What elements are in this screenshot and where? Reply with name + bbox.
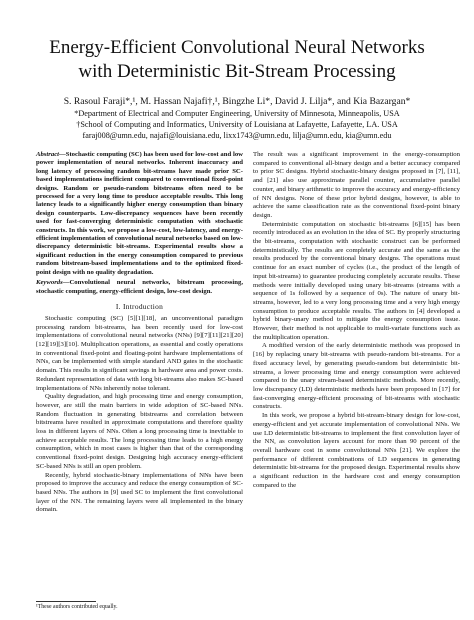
right-paragraph-3: A modified version of the early deterministic methods was proposed in [16] by replacing unary bit-streams with pseudo-random bit-streams. For a fixed accuracy level, by generating pseudo-random but deterministic bit-streams, a lower processing time and energy consumption were achieved compared to the unary stream-based deterministic methods. More recently, low discrepancy (LD) deterministic methods have been proposed in [17] for fast-converging energy-efficient processing of bit-streams with stochastic constructs.: [253, 342, 460, 411]
title-line-2: with Deterministic Bit-Stream Processing: [78, 61, 396, 82]
author-list: S. Rasoul Faraji*,¹, M. Hassan Najafi†,¹, Bingzhe Li*, David J. Lilja*, and Kia Bazargan*: [63, 96, 411, 107]
right-column: [253, 151, 460, 490]
affiliation-umn: *Department of Electrical and Computer Engineering, University of Minnesota, Minneapolis, USA: [74, 109, 400, 118]
title-line-1: Energy-Efficient Convolutional Neural Networks: [49, 37, 425, 58]
left-column: [36, 151, 243, 515]
intro-paragraph-2: Quality degradation, and high processing time and energy consumption, however, are still the main barriers in wide adoption of SC-based NNs. Random fluctuation in generating bitstreams and correlation between bitstreams have resulted in approximate computations and therefore quality loss in different layers of NNs. Often a long processing time is inevitable to achieve acceptable results. The long processing time leads to a high energy consumption, which in most cases is higher than that of the corresponding conventional fixed-point design. Designing high accuracy energy-efficient SC-based NNs is still an open problem.: [36, 393, 243, 470]
right-paragraph-2: Deterministic computation on stochastic bit-streams [6][15] has been recently introduced as an evolution in the idea of SC. By properly structuring the bit-streams, computation with stochastic construct can be performed deterministically. The results are completely accurate and the same as the results produced by the conventional binary designs. The operations must continue for an exact number of cycles (i.e., the product of the length of input bit-streams) to guarantee producing completely accurate results. These methods were initially developed using unary bit-streams (streams with a sequence of 1s followed by a sequence of 0s). The nature of unary bit-streams, however, led to a very long processing time and a very high energy consumption to produce acceptable results. The authors in [4] developed a hybrid binary-unary method to mitigate the energy consumption issue. However, their method is not applicable to multi-variate functions such as the multiplication operation.: [253, 220, 460, 341]
paper-title: [30, 36, 444, 84]
keywords-text: —Convolutional neural networks, bitstream processing, stochastic computing, energy-efficient design, low-cost design.: [36, 279, 243, 295]
right-paragraph-4: In this work, we propose a hybrid bit-stream-binary design for low-cost, energy-efficient and yet accurate implementation of convolutional NNs. We use LD deterministic bit-streams to implement the first convolution layer of the NN, as convolution layers account for more than 90 percent of the overall hardware cost in some convolutional NNs [21]. We explore the performance of different combinations of LD sequences in generating deterministic bit-streams for the proposed design. Experimental results show a significant reduction in the hardware cost and energy consumption compared to the: [253, 412, 460, 489]
footnote: ¹These authors contributed equally.: [36, 604, 118, 610]
intro-paragraph-1: Stochastic computing (SC) [5][1][18], an unconventional paradigm processing random bit-streams, has been recently used for low-cost implementations of convolutional neural networks (NNs) [9][7][11][21][20][12][19][3][10]. Multiplication operations, as essential and costly operations in conventional fixed-point and floating-point hardware implementations of NNs, can be implemented with simple standard AND gates in the stochastic domain. This results in significant savings in hardware area and power costs. Redundant representation of data with long bit-streams also makes SC-based implementations of NNs inherently noise tolerant.: [36, 314, 243, 392]
footnote-divider: [36, 601, 96, 602]
keywords: [36, 279, 243, 296]
section-heading-introduction: I. Introduction: [115, 301, 164, 311]
abstract-text: —Stochastic computing (SC) has been used for low-cost and low power implementation of neural networks. Inherent inaccuracy and long latency of processing random bit-streams have made prior SC-based implementations inefficient compared to conventional fixed-point designs. Random or pseudo-random bitstreams often need to be processed for a very long time to produce acceptable results. This long latency leads to a significantly higher energy consumption than binary design counterparts. Low-discrepancy sequences have been recently used for fast-converging deterministic computation with stochastic constructs. In this work, we propose a low-cost, low-latency, and energy-efficient implementation of convolutional neural networks based on low-discrepancy deterministic bit-streams. Experimental results show a significant reduction in the energy consumption compared to previous random bitstream-based implementations and to the optimized fixed-point design with no quality degradation.: [36, 151, 243, 276]
intro-paragraph-3: Recently, hybrid stochastic-binary implementations of NNs have been proposed to improve the accuracy and reduce the energy consumption of SC-based NNs. The authors in [9] used SC to implement the first convolutional layer of the NN. The remaining layers were all implemented in the binary domain.: [36, 471, 243, 514]
affiliation-louisiana: †School of Computing and Informatics, University of Louisiana at Lafayette, Lafayette, LA. USA: [76, 120, 398, 129]
abstract-heading: Abstract: [36, 151, 60, 158]
right-paragraph-1: The result was a significant improvement in the energy-consumption compared to conventional all-binary design and a better accuracy compared to prior SC designs. Hybrid stochastic-binary designs proposed in [7], [11], and [21] also use approximate parallel counter, accumulative parallel counter, and binary arithmetic to improve the accuracy and energy-efficiency of NN designs. None of these prior hybrid designs, however, is able to achieve the same classification rate as the conventional fixed-point binary design.: [253, 151, 460, 219]
abstract: [36, 151, 243, 277]
author-emails: faraj008@umn.edu, najafi@louisiana.edu, lixx1743@umn.edu, lilja@umn.edu, kia@umn.edu: [82, 131, 392, 140]
keywords-heading: Keywords: [36, 279, 63, 287]
